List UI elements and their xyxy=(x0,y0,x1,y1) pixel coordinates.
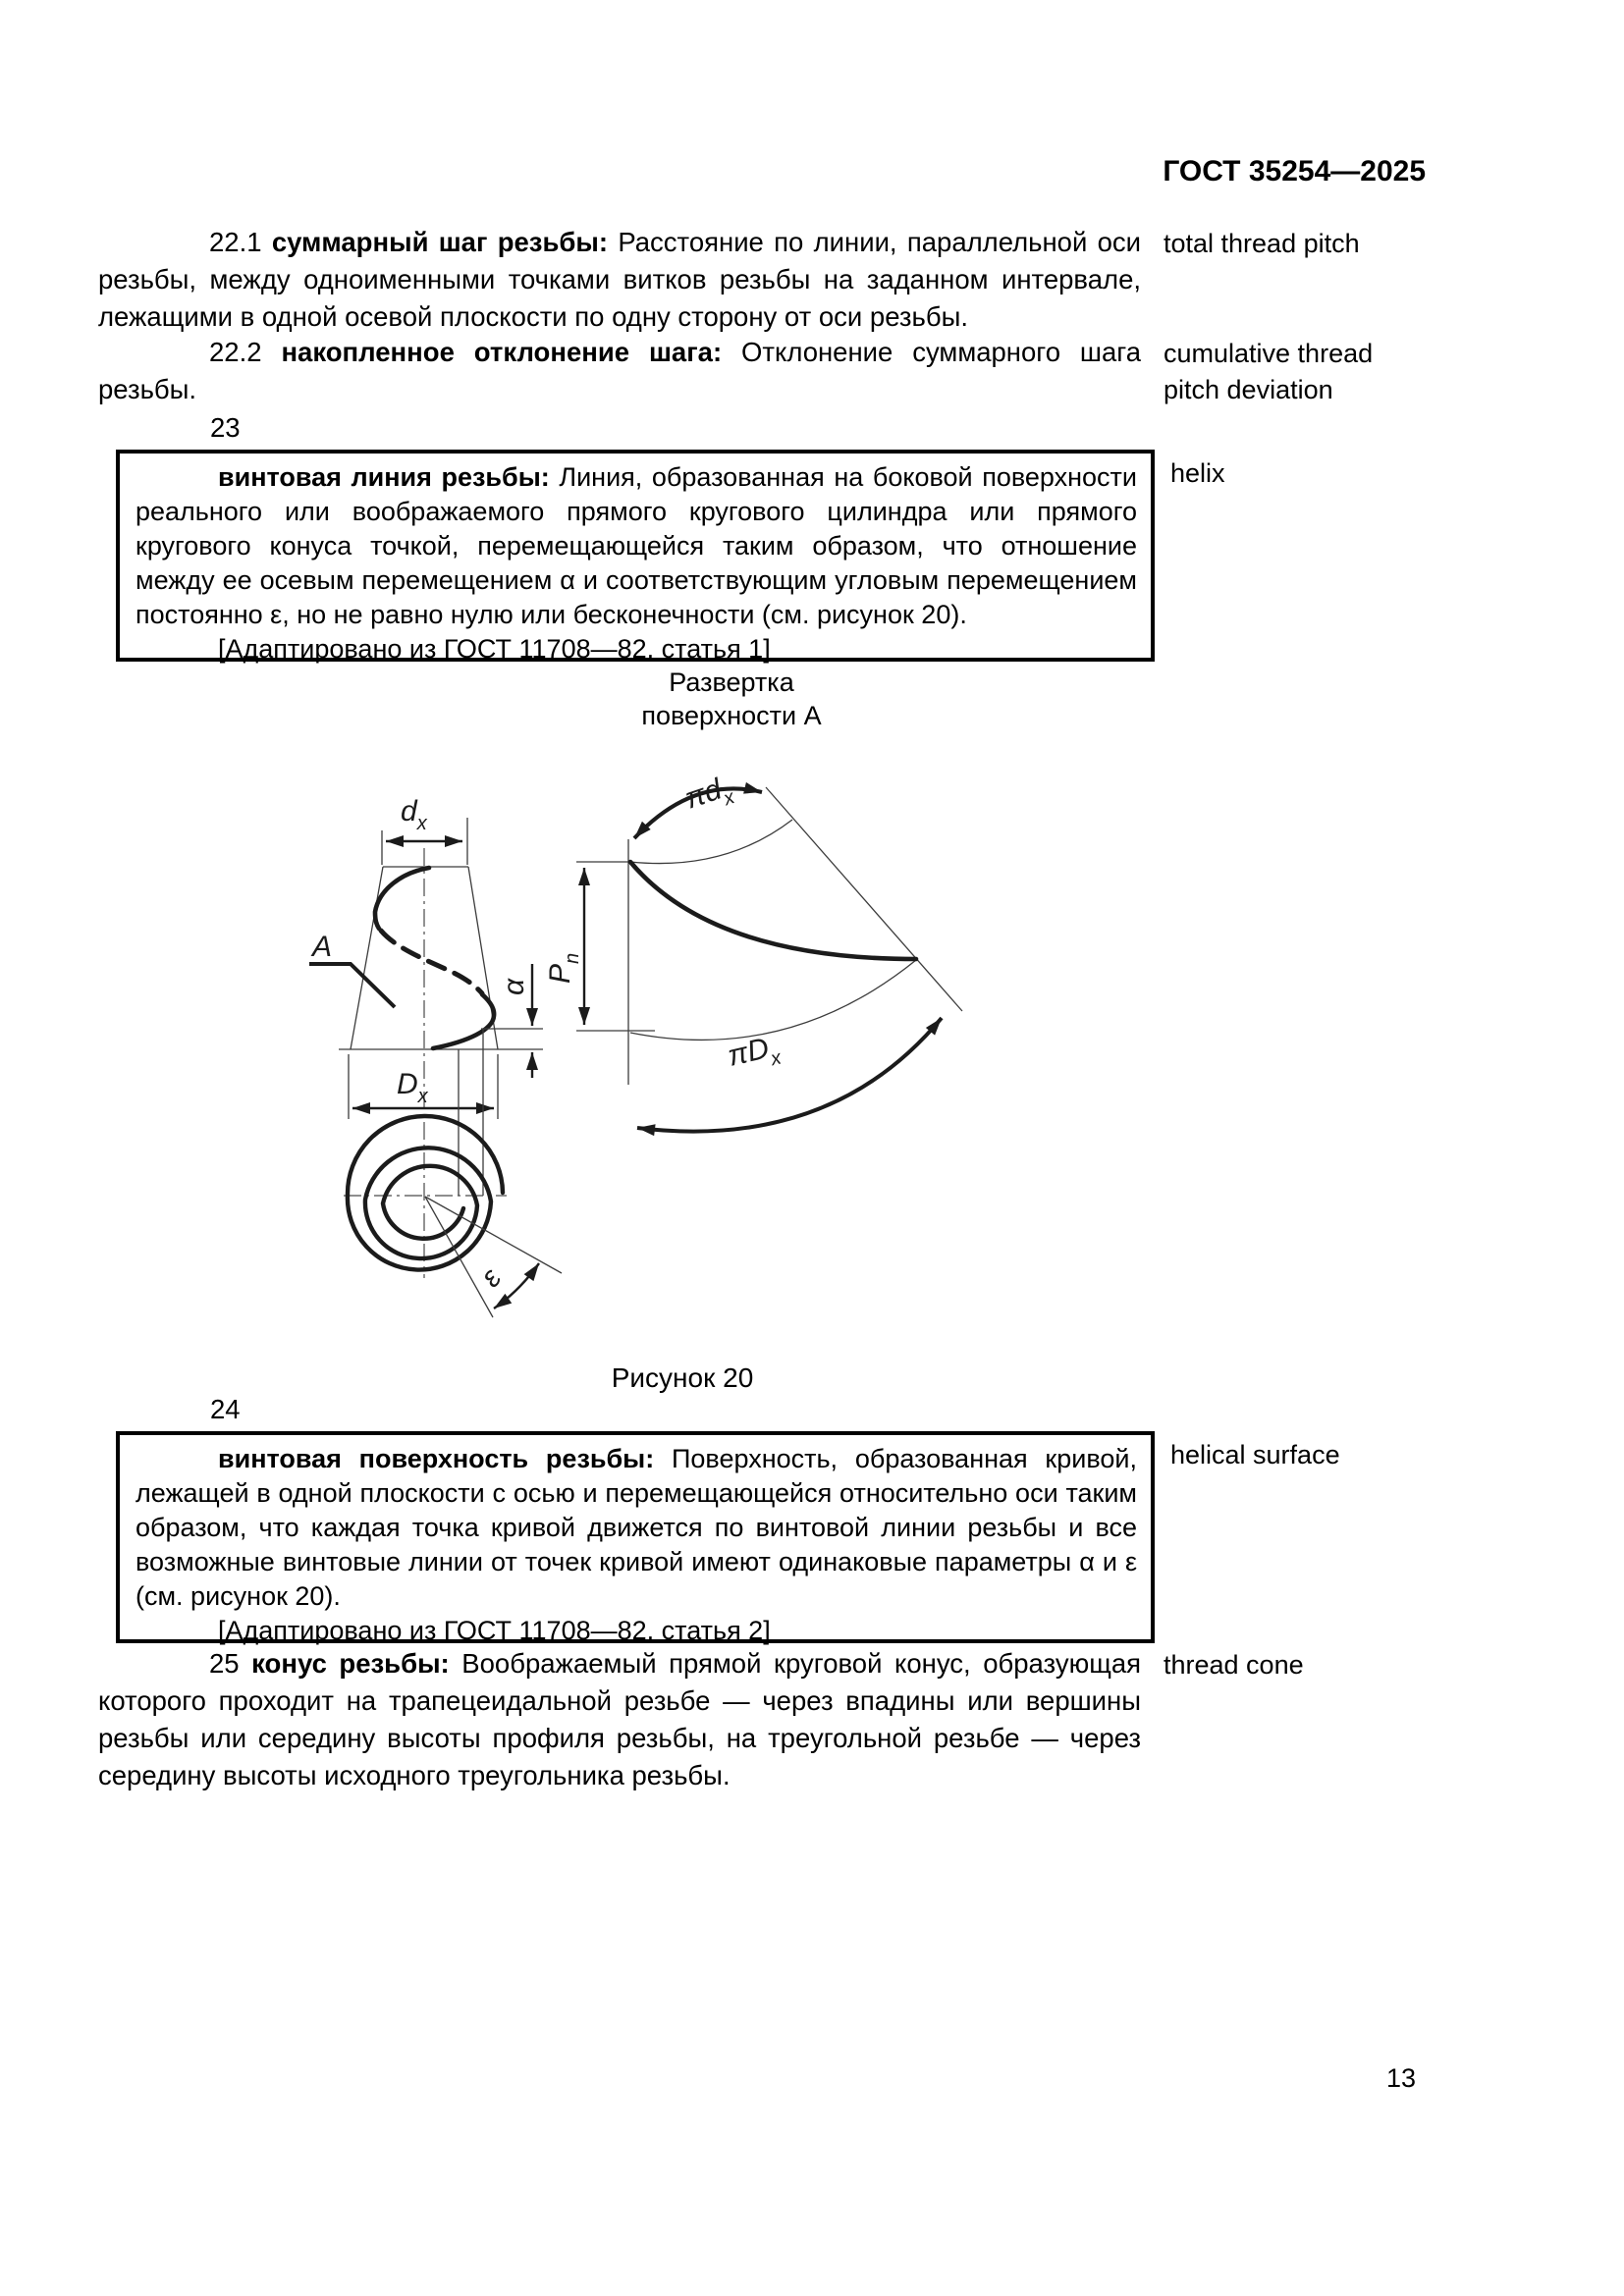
term-25-paragraph xyxy=(98,1645,1141,1794)
helix-front-upper xyxy=(375,868,429,929)
term-definition: Воображаемый прямой круговой конус, образующая которого проходит на трапецеидальной резьбе — через впадины или вершины резьбы или середину высоты профиля резьбы, на треугольной резьбе — через середину высоты исходного треугольника резьбы. xyxy=(98,1648,1142,1790)
term-24-definition xyxy=(135,1442,1137,1614)
epsilon-label: ε xyxy=(474,1262,508,1294)
cone-top-view xyxy=(344,1116,562,1317)
margin-term-helix: helix xyxy=(1170,458,1225,488)
term-title: накопленное отклонение шага: xyxy=(281,337,723,367)
term-24-box xyxy=(116,1431,1155,1643)
cone-side-view xyxy=(309,795,543,1278)
doc-number-header: ГОСТ 35254—2025 xyxy=(1163,155,1426,187)
term-title: суммарный шаг резьбы: xyxy=(271,227,609,257)
term-definition: Поверхность, образованная кривой, лежащей в одной плоскости с осью и перемещающейся относительно оси таким образом, что каждая точка кривой движется по винтовой линии резьбы и все возможные винтовые линии от точек кривой имеют одинаковые параметры α и ε (см. рисунок 20). xyxy=(135,1444,1137,1611)
dimension-pi-dx xyxy=(634,770,762,838)
term-24-number: 24 xyxy=(210,1394,241,1424)
term-title: винтовая поверхность резьбы: xyxy=(218,1444,655,1473)
dimension-pi-Dx xyxy=(637,1018,942,1132)
term-22-1-paragraph xyxy=(98,224,1141,336)
term-24-adaptation-note: [Адаптировано из ГОСТ 11708—82, статья 2] xyxy=(218,1616,771,1645)
view-a-leader-line xyxy=(309,964,395,1007)
alpha-label: α xyxy=(498,978,530,995)
term-23-box xyxy=(116,450,1155,662)
margin-term-cumulative-thread-pitch-deviation: cumulative thread pitch deviation xyxy=(1164,339,1374,404)
view-a-label: A xyxy=(312,931,333,963)
dim-label-pi-dx: $\pi d_x$ xyxy=(680,773,737,816)
page-number: 13 xyxy=(1386,2063,1417,2093)
dimension-Pn xyxy=(544,868,584,1025)
helix-top-view-spiral xyxy=(348,1116,503,1270)
dim-label-Dx: $D_x$ xyxy=(397,1068,428,1107)
term-number: 22.2 xyxy=(209,337,262,367)
term-22-2-paragraph xyxy=(98,334,1141,408)
helix-front-lower xyxy=(433,994,494,1048)
helix-hidden-dashed xyxy=(381,931,482,993)
figure-caption: Рисунок 20 xyxy=(611,1362,754,1393)
term-title: винтовая линия резьбы: xyxy=(218,462,550,492)
term-number: 25 xyxy=(209,1648,240,1679)
margin-term-thread-cone: thread cone xyxy=(1164,1650,1304,1680)
term-definition: Отклонение суммарного шага резьбы. xyxy=(98,337,1141,404)
dim-label-Pn: $P_n$ xyxy=(544,952,583,984)
term-23-definition xyxy=(135,460,1137,632)
dimension-Dx xyxy=(349,1054,498,1119)
term-23-number: 23 xyxy=(210,412,241,443)
term-title: конус резьбы: xyxy=(251,1648,450,1679)
figure-development-label: Развертка поверхности А xyxy=(641,667,822,730)
dim-label-pi-Dx: $\pi D_x$ xyxy=(725,1032,784,1073)
margin-term-total-thread-pitch: total thread pitch xyxy=(1164,229,1360,258)
margin-term-helical-surface: helical surface xyxy=(1170,1440,1340,1469)
figure-20-drawing xyxy=(295,756,1001,1355)
term-definition: Расстояние по линии, параллельной оси резьбы, между одноименными точками витков резьбы на заданном интервале, лежащими в одной осевой плоскости по одну сторону от оси резьбы. xyxy=(98,227,1142,332)
development-view xyxy=(544,770,962,1132)
term-number: 22.1 xyxy=(209,227,262,257)
dim-label-dx: $d_x$ xyxy=(401,795,427,834)
term-definition: Линия, образованная на боковой поверхности реального или воображаемого прямого кругового цилиндра или прямого кругового конуса точкой, перемещающейся таким образом, что отношение между ее осевым перемещением α и соответствующим угловым перемещением постоянно ε, но не равно нулю или бесконечности (см. рисунок 20). xyxy=(135,462,1137,629)
term-23-adaptation-note: [Адаптировано из ГОСТ 11708—82, статья 1] xyxy=(218,634,771,664)
